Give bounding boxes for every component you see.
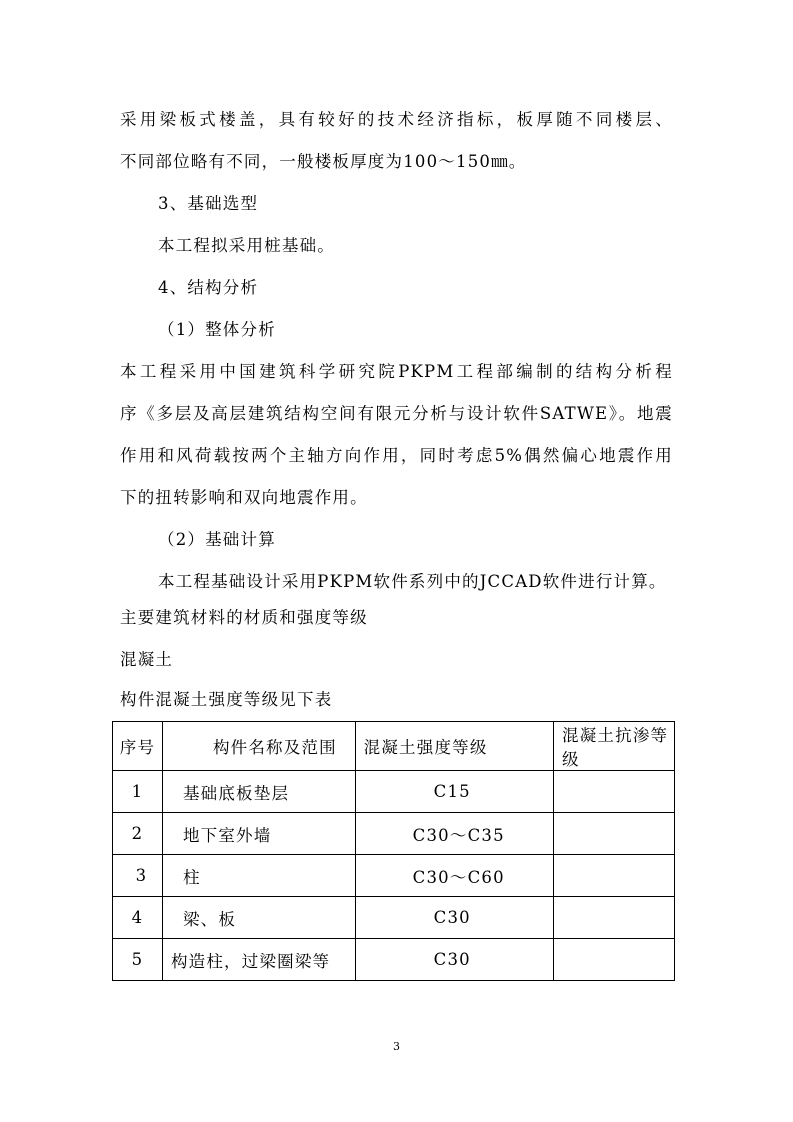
- paragraph-analysis-line4: 下的扭转影响和双向地震作用。: [120, 488, 368, 507]
- concrete-grade-table: [112, 721, 675, 981]
- cell-permeability: [554, 771, 675, 813]
- paragraph-analysis-line2: 序《多层及高层建筑结构空间有限元分析与设计软件SATWE》。地震: [120, 404, 673, 423]
- paragraph-floor-system-line1: 采用梁板式楼盖，具有较好的技术经济指标，板厚随不同楼层、: [120, 110, 673, 129]
- header-name: 构件名称及范围: [162, 722, 355, 771]
- heading-foundation-selection: 3、基础选型: [158, 194, 259, 213]
- paragraph-analysis-line3: 作用和风荷载按两个主轴方向作用，同时考虑5%偶然偏心地震作用: [120, 446, 673, 465]
- cell-permeability: [554, 939, 675, 981]
- heading-overall-analysis: （1）整体分析: [158, 320, 276, 339]
- header-permeability: 混凝土抗渗等级: [554, 722, 675, 771]
- cell-no: 2: [113, 813, 163, 855]
- cell-grade: C30: [355, 939, 553, 981]
- table-row: [113, 939, 675, 981]
- cell-no: 5: [113, 939, 163, 981]
- table-row: [113, 813, 675, 855]
- heading-structural-analysis: 4、结构分析: [158, 278, 259, 297]
- cell-name: 梁、板: [162, 897, 355, 939]
- paragraph-analysis-line1: 本工程采用中国建筑科学研究院PKPM工程部编制的结构分析程: [120, 362, 673, 381]
- table-header-row: [113, 722, 675, 771]
- header-grade: 混凝土强度等级: [355, 722, 553, 771]
- cell-name: 基础底板垫层: [162, 771, 355, 813]
- paragraph-pile-foundation: 本工程拟采用桩基础。: [158, 236, 335, 255]
- cell-permeability: [554, 813, 675, 855]
- table-row: [113, 855, 675, 897]
- heading-foundation-calculation: （2）基础计算: [158, 530, 276, 549]
- table-row: [113, 771, 675, 813]
- cell-name: 地下室外墙: [162, 813, 355, 855]
- cell-name: 柱: [162, 855, 355, 897]
- heading-concrete: 混凝土: [120, 650, 174, 669]
- page-number: 3: [393, 1040, 400, 1053]
- table-row: [113, 897, 675, 939]
- paragraph-jccad: 本工程基础设计采用PKPM软件系列中的JCCAD软件进行计算。: [158, 572, 667, 591]
- cell-grade: C30: [355, 897, 553, 939]
- cell-no: 1: [113, 771, 163, 813]
- cell-grade: C30～C60: [355, 855, 553, 897]
- cell-permeability: [554, 855, 675, 897]
- cell-grade: C30～C35: [355, 813, 553, 855]
- heading-materials: 主要建筑材料的材质和强度等级: [120, 608, 368, 627]
- cell-no: 4: [113, 897, 163, 939]
- cell-no: 3: [113, 855, 163, 897]
- header-no: 序号: [113, 722, 163, 771]
- cell-name: 构造柱，过梁圈梁等: [162, 939, 355, 981]
- cell-grade: C15: [355, 771, 553, 813]
- table-caption: 构件混凝土强度等级见下表: [120, 690, 333, 709]
- paragraph-floor-system-line2: 不同部位略有不同，一般楼板厚度为100～150㎜。: [120, 152, 527, 171]
- cell-permeability: [554, 897, 675, 939]
